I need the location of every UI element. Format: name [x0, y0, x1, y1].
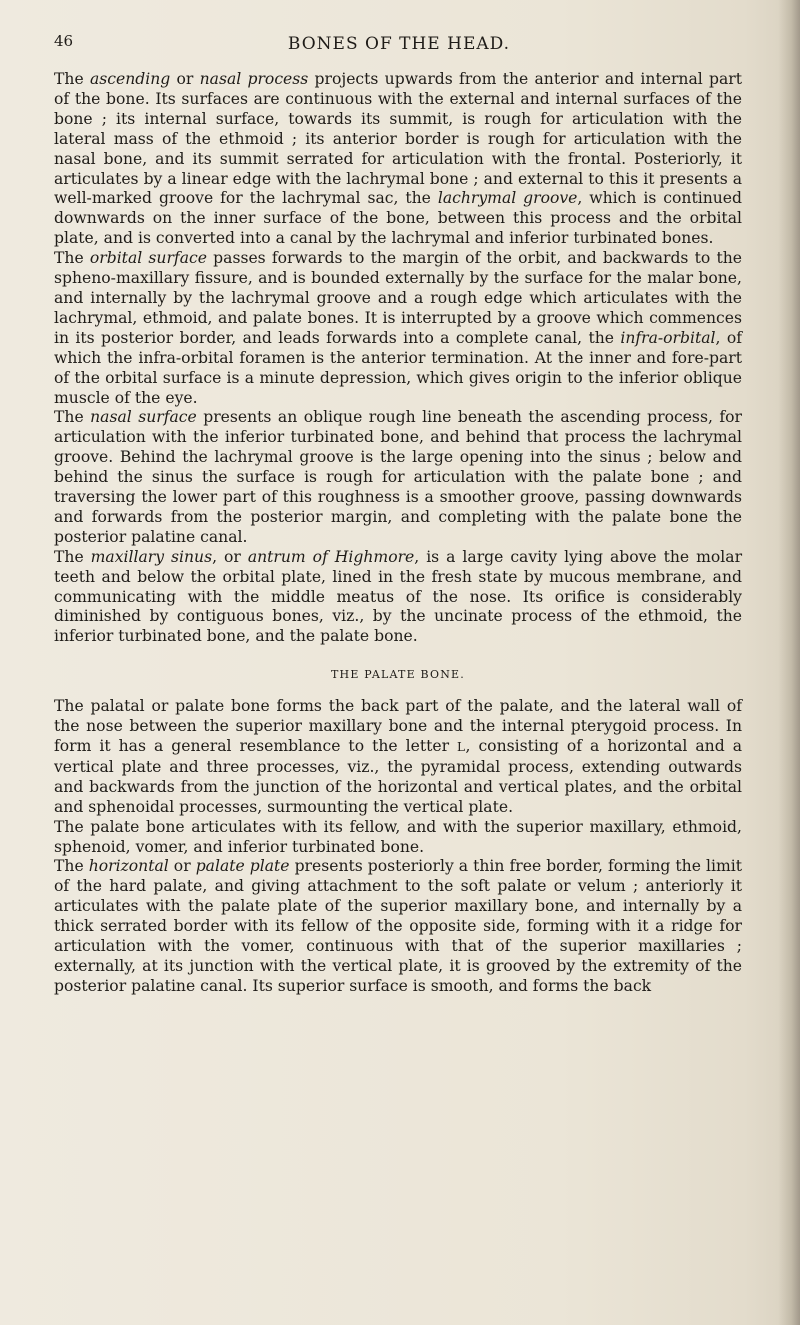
paragraph-orbital-surface — [54, 249, 742, 408]
italic-term: horizontal — [88, 857, 169, 876]
text-run: , of which the infra-orbital foramen is the anterior termination. At the inner and fore-part of the orbital surface is a minute depression, which gives origin to the inferior oblique muscle of the eye. — [54, 328, 742, 407]
text-run: The — [54, 249, 90, 268]
text-run: , or — [212, 547, 248, 566]
paragraph-horizontal-plate — [54, 857, 742, 996]
section-heading: THE PALATE BONE. — [331, 668, 465, 682]
text-run: The — [54, 857, 89, 876]
text-run: presents an oblique rough line beneath the ascending process, for articulation with the inferior turbinated bone, and behind that process the lachrymal groove. Behind the lachrymal groove is the large opening into the sinus ; below and behind the sinus the surface is rough for articulation with the palate bone ; and traversing the lower part of this roughness is a smoother groove, passing downwards and forwards from the posterior margin, and completing with the palate bone the posterior palatine canal. — [54, 408, 742, 546]
text-run: or — [168, 857, 196, 876]
page-edge-shadow — [778, 0, 800, 1325]
body-text — [54, 70, 742, 997]
text-run: The — [54, 70, 90, 88]
text-run: , consisting of a horizontal and a vertical plate and three processes, viz., the pyramidal process, extending outwards and backwards from the junction of the horizontal and vertical plates, and the orbital and sphenoidal processes, surmounting the vertical plate. — [54, 737, 742, 816]
text-run: , is a large cavity lying above the molar teeth and below the orbital plate, lined in the fresh state by mucous membrane, and communicating with the middle meatus of the nose. Its orifice is considerably diminished by contiguous bones, viz., by the uncinate process of the ethmoid, the inferior turbinated bone, and the palate bone. — [54, 547, 743, 646]
text-run: The palate bone articulates with its fellow, and with the superior maxillary, ethmoid, sphenoid, vomer, and inferior turbinated bone. — [54, 817, 742, 856]
paragraph-ascending-process — [54, 70, 742, 249]
italic-term: nasal surface — [90, 408, 197, 427]
italic-term: maxillary sinus — [90, 547, 213, 566]
text-run: or — [170, 70, 200, 88]
italic-term: ascending — [89, 70, 171, 88]
text-run: projects upwards from the anterior and internal part of the bone. Its surfaces are continuous with the external and internal surfaces of the bone ; its internal surface, towards its summit, is rough for articulation with the lateral mass of the ethmoid ; its anterior border is rough for articulation with the nasal bone, and its summit serrated for articulation with the frontal. Posteriorly, it articulates by a linear edge with the lachrymal bone ; and external to this it presents a well-marked groove for the lachrymal sac, the — [54, 70, 742, 208]
page-number: 46 — [54, 32, 74, 50]
text-run: The palatal or palate bone forms the back part of the palate, and the lateral wall of the nose between the superior maxillary bone and the internal pterygoid process. In form it has a general resemblance to the letter — [54, 697, 742, 755]
italic-term: lachrymal groove — [437, 189, 578, 208]
italic-term: palate plate — [195, 857, 290, 876]
text-run: The — [54, 408, 91, 427]
paragraph-palate-bone-intro — [54, 697, 742, 817]
italic-term: orbital surface — [89, 249, 207, 268]
small-caps-letter: L — [457, 740, 466, 754]
italic-term: infra-orbital — [620, 328, 716, 347]
running-head: BONES OF THE HEAD. — [287, 34, 511, 54]
text-run: The — [54, 547, 91, 566]
text-run: presents posteriorly a thin free border, forming the limit of the hard palate, and giving attachment to the soft palate or velum ; anteriorly it articulates with the palate plate of the superior maxillary bone, and internally by a thick serrated border with its fellow of the opposite side, forming with it a ridge for articulation with the vomer, continuous with that of the superior maxillaries ; externally, at its junction with the vertical plate, it is grooved by the extremity of the posterior palatine canal. Its superior surface is smooth, and forms the back — [54, 857, 742, 995]
page-header — [54, 32, 744, 58]
paragraph-palate-articulations — [54, 818, 742, 858]
text-run: , which is continued downwards on the inner surface of the bone, between this process and the orbital plate, and is converted into a canal by the lachrymal and inferior turbinated bones. — [54, 189, 742, 248]
italic-term: antrum of Highmore — [247, 547, 415, 566]
paragraph-nasal-surface — [54, 408, 742, 547]
text-run: passes forwards to the margin of the orbit, and backwards to the spheno-maxillary fissure, and is bounded externally by the surface for the malar bone, and internally by the lachrymal groove and a rough edge which articulates with the lachrymal, ethmoid, and palate bones. It is interrupted by a groove which commences in its posterior border, and leads forwards into a complete canal, the — [54, 249, 742, 347]
paragraph-maxillary-sinus — [54, 548, 742, 648]
italic-term: nasal process — [199, 70, 309, 88]
